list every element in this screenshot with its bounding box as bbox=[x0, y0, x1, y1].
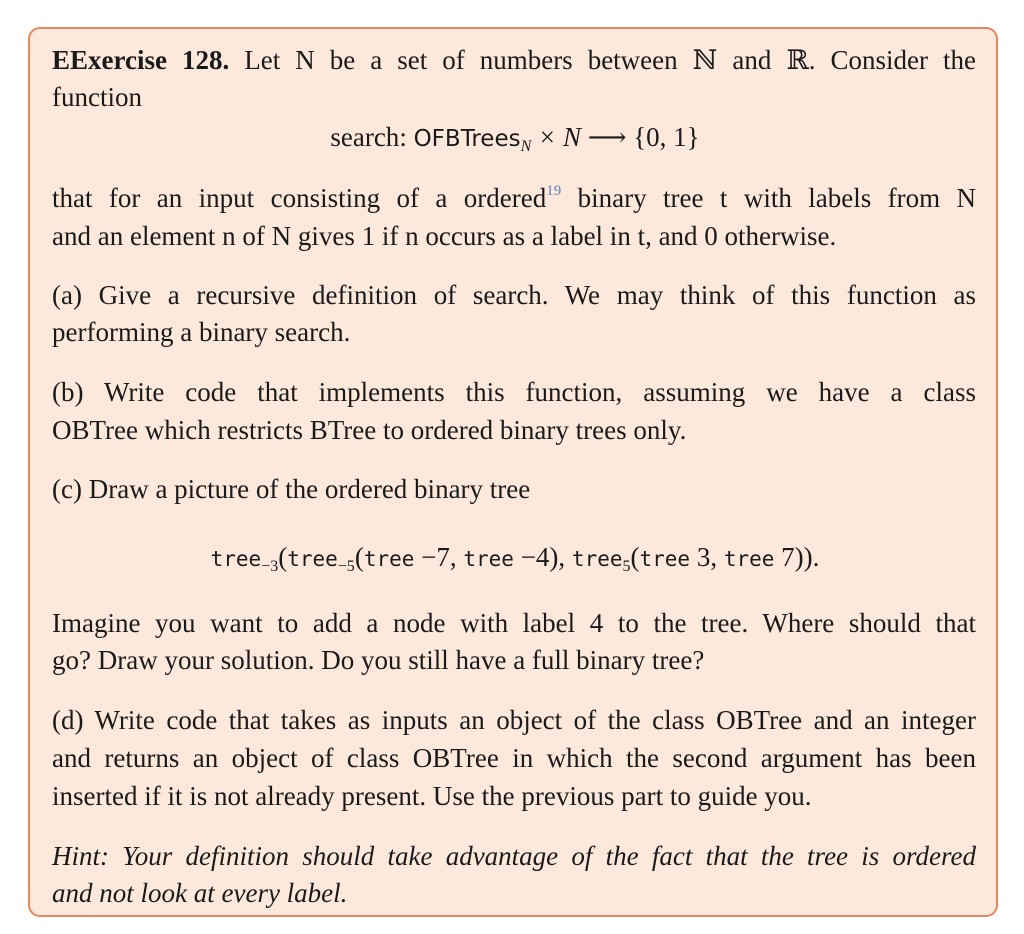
footnote-marker[interactable]: 19 bbox=[546, 183, 562, 199]
tree-arg: −4), bbox=[513, 542, 572, 572]
tree-expression bbox=[30, 540, 1000, 576]
exercise-title: EExercise 128. bbox=[52, 45, 230, 75]
part-b-line-2: OBTree which restricts BTree to ordered binary trees only. bbox=[52, 415, 687, 445]
part-c-line-3: Imagine you want to add a node with label 4 to the tree. Where should that bbox=[52, 608, 976, 638]
tree-arg: 7)). bbox=[774, 542, 820, 572]
desc-text: that for an input consisting of a ordered bbox=[52, 183, 547, 213]
paren: ( bbox=[630, 542, 640, 572]
tree-keyword: tree bbox=[571, 547, 623, 571]
domain-set: OFBTrees bbox=[413, 126, 521, 152]
exercise-intro-line-1 bbox=[52, 43, 976, 77]
tree-keyword: tree bbox=[723, 547, 775, 571]
tree-keyword: tree bbox=[639, 547, 691, 571]
codomain: {0, 1} bbox=[633, 122, 700, 152]
part-a-line-1: (a) Give a recursive definition of search. We may think of this function as bbox=[52, 280, 976, 310]
part-d-line-3: inserted if it is not already present. Use the previous part to guide you. bbox=[52, 781, 812, 811]
domain-subscript: N bbox=[520, 138, 532, 155]
part-c-line-1: (c) Draw a picture of the ordered binary tree bbox=[52, 474, 531, 504]
description-line-1 bbox=[52, 181, 976, 215]
arrow: ⟶ bbox=[587, 122, 627, 152]
paren: ( bbox=[354, 542, 364, 572]
part-d-line-2: and returns an object of class OBTree in which the second argument has been bbox=[52, 743, 976, 773]
exercise-intro-line-2: function bbox=[52, 82, 142, 112]
paren: ( bbox=[278, 542, 288, 572]
function-name: search bbox=[330, 122, 400, 152]
colon: : bbox=[399, 122, 407, 152]
tree-arg: −7, bbox=[414, 542, 464, 572]
tree-subscript: 5 bbox=[622, 558, 631, 575]
hint-line-2: and not look at every label. bbox=[52, 878, 348, 908]
description-line-2: and an element n of N gives 1 if n occurs as a label in t, and 0 otherwise. bbox=[52, 221, 837, 251]
hint-line-1: Hint: Your definition should take advantage of the fact that the tree is ordered bbox=[52, 841, 976, 871]
desc-text-cont: binary tree t with labels from N bbox=[561, 183, 977, 213]
part-a-line-2: performing a binary search. bbox=[52, 317, 351, 347]
tree-keyword: tree bbox=[363, 547, 415, 571]
part-b-line-1: (b) Write code that implements this function, assuming we have a class bbox=[52, 377, 976, 407]
exercise-box bbox=[28, 27, 998, 917]
part-c-line-4: go? Draw your solution. Do you still have a full binary tree? bbox=[52, 645, 705, 675]
tree-subscript: −3 bbox=[261, 558, 279, 575]
tree-subscript: −5 bbox=[337, 558, 355, 575]
product: × N bbox=[538, 122, 581, 152]
search-signature bbox=[30, 120, 1000, 156]
tree-arg: 3, bbox=[690, 542, 724, 572]
tree-keyword: tree bbox=[463, 547, 514, 571]
tree-keyword: tree bbox=[287, 547, 338, 571]
intro-text: Let N be a set of numbers between ℕ and ℝ. Consider the bbox=[244, 45, 976, 75]
part-d-line-1: (d) Write code that takes as inputs an object of the class OBTree and an integer bbox=[52, 705, 976, 735]
tree-keyword: tree bbox=[210, 547, 262, 571]
